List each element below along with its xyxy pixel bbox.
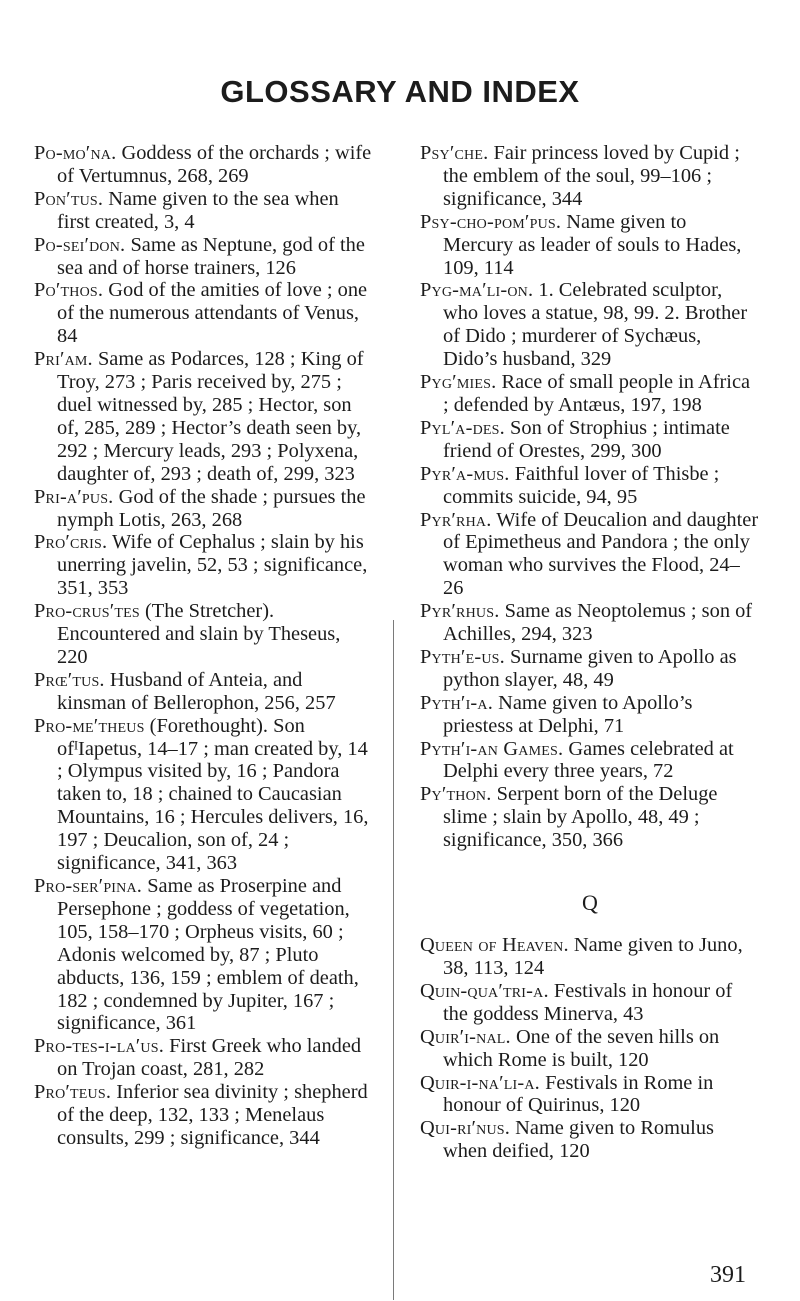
glossary-entry bbox=[420, 738, 760, 784]
entry-term: Pyth′i-an Games. bbox=[420, 737, 564, 760]
entry-text: Fair princess loved by Cupid ; the emblem of the soul, 99–106 ; significance, 344 bbox=[443, 142, 740, 210]
glossary-entry bbox=[420, 142, 760, 211]
entry-term: Po′thos. bbox=[34, 279, 104, 302]
entry-term: Quin-qua′tri-a. bbox=[420, 979, 549, 1002]
entry-term: Pyth′i-a. bbox=[420, 691, 494, 714]
entry-text: Husband of Anteia, and kinsman of Bellerophon, 256, 257 bbox=[57, 668, 336, 714]
glossary-entry bbox=[34, 486, 373, 532]
glossary-entry bbox=[34, 669, 373, 715]
entry-text: Same as Podarces, 128 ; King of Troy, 273 ; Paris received by, 275 ; duel witnessed by, 285 ; Hector, son of, 285, 289 ; Hector’s death seen by, 292 ; Mercury leads, 293 ; Polyxena, daughter of, 293 ; death of, 299, 323 bbox=[57, 348, 364, 485]
entry-text: Festivals in Rome in honour of Quirinus, 120 bbox=[443, 1071, 714, 1117]
entry-text: Surname given to Apollo as python slayer, 48, 49 bbox=[443, 645, 737, 691]
glossary-entry bbox=[420, 783, 760, 852]
entry-term: Psy′che. bbox=[420, 142, 489, 164]
glossary-entry bbox=[34, 1081, 373, 1150]
glossary-entry bbox=[420, 600, 760, 646]
entry-term: Po-mo′na. bbox=[34, 142, 117, 164]
glossary-entry bbox=[420, 1072, 760, 1118]
entry-text: One of the seven hills on which Rome is built, 120 bbox=[443, 1025, 720, 1071]
entry-term: Po-sei′don. bbox=[34, 233, 126, 256]
entry-term: Pyr′rhus. bbox=[420, 600, 500, 623]
glossary-entry bbox=[34, 348, 373, 485]
entry-text: Same as Neptune, god of the sea and of horse trainers, 126 bbox=[57, 233, 365, 279]
entry-term: Pyg-ma′li-on. bbox=[420, 279, 534, 302]
entry-text: God of the shade ; pursues the nymph Lotis, 263, 268 bbox=[57, 485, 366, 531]
column-divider bbox=[393, 620, 394, 1300]
entry-text: Race of small people in Africa ; defended by Antæus, 197, 198 bbox=[443, 371, 751, 416]
entry-term: Py′thon. bbox=[420, 783, 492, 806]
entry-term: Pro-crus′tes bbox=[34, 600, 140, 623]
entry-text: Inferior sea divinity ; shepherd of the deep, 132, 133 ; Menelaus consults, 299 ; significance, 344 bbox=[57, 1081, 368, 1149]
entry-term: Pro′teus. bbox=[34, 1081, 112, 1104]
right-column bbox=[420, 142, 760, 1163]
entry-term: Pyth′e-us. bbox=[420, 645, 505, 668]
entry-term: Quir′i-nal. bbox=[420, 1025, 511, 1048]
entry-text: Name given to Mercury as leader of souls to Hades, 109, 114 bbox=[443, 210, 742, 279]
glossary-entry bbox=[420, 692, 760, 738]
entry-term: Pyr′a-mus. bbox=[420, 462, 510, 485]
entry-text: Goddess of the orchards ; wife of Vertumnus, 268, 269 bbox=[57, 142, 372, 187]
glossary-entry bbox=[34, 875, 373, 1035]
entry-text: Son of Strophius ; intimate friend of Orestes, 299, 300 bbox=[443, 416, 730, 462]
entry-term: Queen of Heaven. bbox=[420, 934, 569, 957]
entry-text: Same as Proserpine and Persephone ; goddess of vegetation, 105, 158–170 ; Orpheus visits, 60 ; Adonis welcomed by, 87 ; Pluto abducts, 136, 159 ; emblem of death, 182 ; condemned by Jupiter, 167 ; significance, 361 bbox=[57, 875, 359, 1035]
glossary-entry bbox=[34, 531, 373, 600]
glossary-entry bbox=[420, 211, 760, 280]
glossary-entry bbox=[420, 463, 760, 509]
glossary-entry bbox=[420, 1026, 760, 1072]
page-number: 391 bbox=[710, 1262, 746, 1288]
entry-text: 1. Celebrated sculptor, who loves a statue, 98, 99. 2. Brother of Dido ; murderer of Sychæus, Dido’s husband, 329 bbox=[443, 279, 748, 371]
entry-text: (The Stretcher). Encountered and slain by Theseus, 220 bbox=[57, 600, 341, 668]
entry-text: Faithful lover of Thisbe ; commits suicide, 94, 95 bbox=[443, 462, 720, 508]
entry-term: Pro′cris. bbox=[34, 531, 108, 554]
entry-term: Quir-i-na′li-a. bbox=[420, 1071, 540, 1094]
entry-text: Wife of Deucalion and daughter of Epimetheus and Pandora ; the only woman who survives the Flood, 24–26 bbox=[443, 508, 759, 600]
entry-term: Pyg′mies. bbox=[420, 371, 497, 394]
entry-text: Wife of Cephalus ; slain by his unerring javelin, 52, 53 ; significance, 351, 353 bbox=[57, 531, 368, 600]
entry-term: Pro-tes-i-la′us. bbox=[34, 1035, 165, 1058]
glossary-entry bbox=[420, 417, 760, 463]
entry-text: God of the amities of love ; one of the numerous attendants of Venus, 84 bbox=[57, 279, 368, 348]
left-column bbox=[34, 142, 373, 1150]
glossary-entry bbox=[420, 646, 760, 692]
entry-text: Name given to Romulus when deified, 120 bbox=[443, 1117, 714, 1163]
glossary-entry bbox=[420, 371, 760, 417]
section-letter-heading: Q bbox=[582, 890, 598, 916]
entry-text: Serpent born of the Deluge slime ; slain by Apollo, 48, 49 ; significance, 350, 366 bbox=[443, 783, 718, 852]
entry-text: Games celebrated at Delphi every three years, 72 bbox=[443, 737, 734, 783]
glossary-entry bbox=[420, 934, 760, 980]
glossary-entry bbox=[34, 715, 373, 875]
entry-term: Pro-me′theus bbox=[34, 714, 145, 737]
glossary-entry bbox=[420, 980, 760, 1026]
glossary-entry bbox=[420, 279, 760, 371]
glossary-entry bbox=[34, 1035, 373, 1081]
entry-text: Festivals in honour of the goddess Minerva, 43 bbox=[443, 979, 733, 1025]
entry-text: Name given to Juno, 38, 113, 124 bbox=[443, 934, 743, 979]
glossary-entry bbox=[420, 509, 760, 601]
entry-term: Pyl′a-des. bbox=[420, 416, 505, 439]
entry-text: First Greek who landed on Trojan coast, 281, 282 bbox=[57, 1035, 362, 1081]
page-title: GLOSSARY AND INDEX bbox=[220, 74, 580, 109]
entry-term: Pri-a′pus. bbox=[34, 485, 114, 508]
glossary-entry bbox=[34, 142, 373, 188]
entry-term: Psy-cho-pom′pus. bbox=[420, 210, 562, 233]
entry-text: Name given to Apollo’s priestess at Delphi, 71 bbox=[443, 691, 693, 737]
entry-text: Same as Neoptolemus ; son of Achilles, 294, 323 bbox=[443, 600, 753, 646]
glossary-entry bbox=[420, 1117, 760, 1163]
glossary-entry bbox=[34, 234, 373, 280]
entry-term: Qui-ri′nus. bbox=[420, 1117, 511, 1140]
entry-term: Prœ′tus. bbox=[34, 668, 105, 691]
entry-term: Pri′am. bbox=[34, 348, 93, 371]
entry-term: Pyr′rha. bbox=[420, 508, 492, 531]
entry-term: Pro-ser′pina. bbox=[34, 875, 143, 897]
entry-term: Pon′tus. bbox=[34, 187, 104, 210]
entry-text: (Forethought). Son ofᴵIapetus, 14–17 ; man created by, 14 ; Olympus visited by, 16 ; Pandora taken to, 18 ; chained to Caucasian Mountains, 16 ; Hercules delivers, 16, 197 ; Deucalion, son of, 24 ; significance, 341, 363 bbox=[57, 714, 369, 875]
glossary-entry bbox=[34, 600, 373, 669]
glossary-entry bbox=[34, 279, 373, 348]
glossary-entry bbox=[34, 188, 373, 234]
entry-text: Name given to the sea when first created, 3, 4 bbox=[57, 187, 339, 233]
